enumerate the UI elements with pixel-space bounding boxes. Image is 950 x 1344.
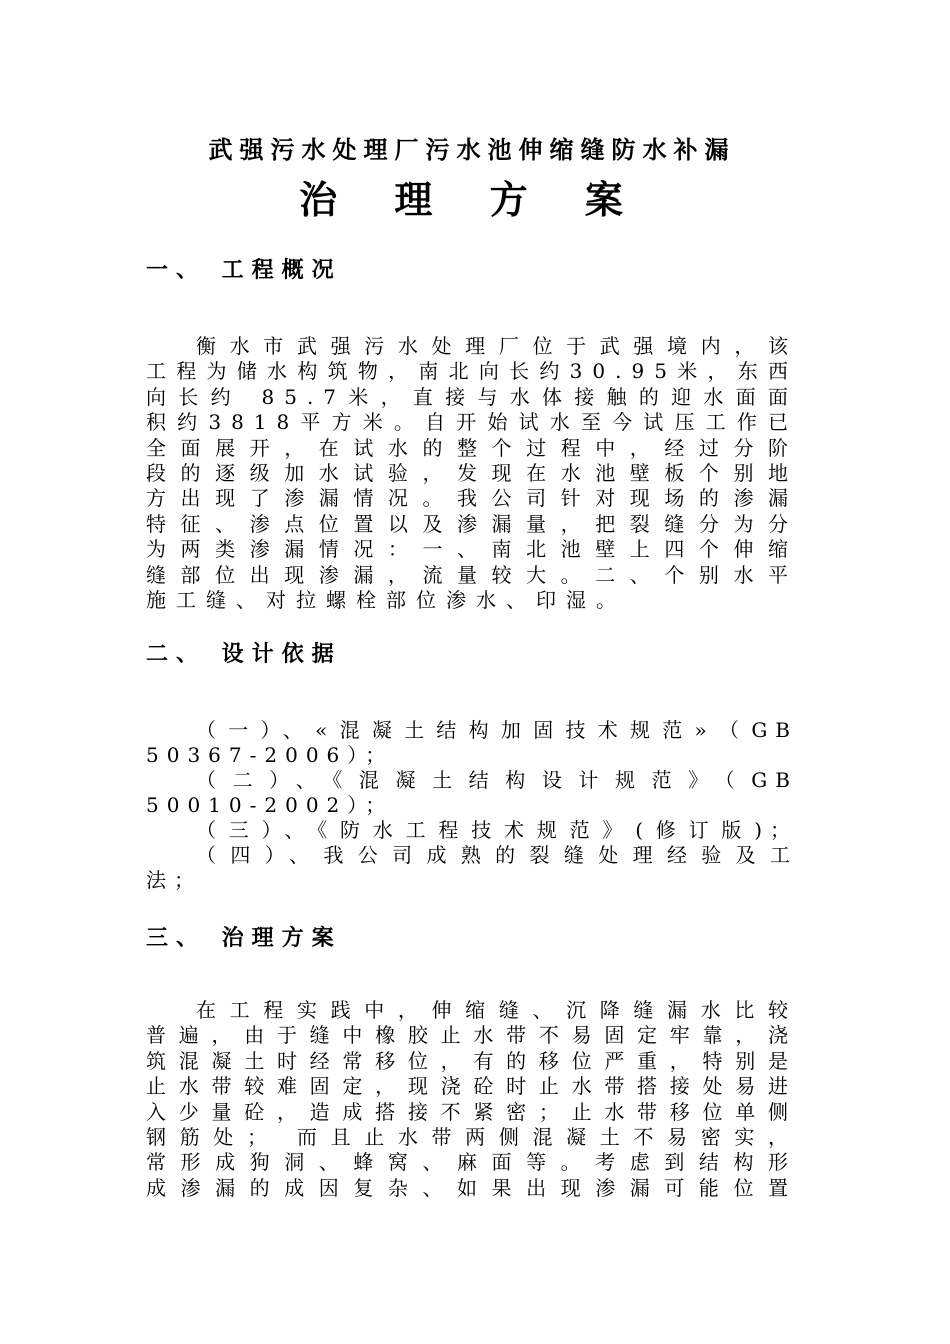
text-line: 在工程实践中，伸缩缝、沉降缝漏水比较 — [196, 998, 798, 1022]
document-subtitle: 治 理 方 案 — [299, 178, 645, 222]
text-line: 施工缝、对拉螺栓部位渗水、印湿。 — [146, 588, 626, 613]
text-line: 成渗漏的成因复杂、如果出现渗漏可能位置 — [146, 1175, 798, 1200]
text-line: 钢筋处； 而且止水带两侧混凝土不易密实， — [146, 1125, 798, 1150]
section-heading-overview: 一、 工程概况 — [146, 258, 342, 283]
section-body-overview — [146, 334, 798, 613]
text-line: 段的逐级加水试验，发现在水池壁板个别地 — [146, 461, 798, 486]
text-line: 入少量砼，造成搭接不紧密；止水带移位单侧 — [146, 1099, 798, 1124]
text-line: 方出现了渗漏情况。我公司针对现场的渗漏 — [146, 486, 798, 511]
text-line: 为两类渗漏情况：一、南北池壁上四个伸缩 — [146, 537, 798, 562]
reference-line: （一）、«混凝土结构加固技术规范»（GB — [196, 718, 798, 742]
text-line: 止水带较难固定，现浇砼时止水带搭接处易进 — [146, 1074, 798, 1099]
section-body-plan — [146, 998, 798, 1201]
reference-line: 50367-2006）； — [146, 743, 394, 767]
section-body-basis — [146, 718, 798, 893]
reference-line: 法； — [146, 868, 202, 892]
reference-line: 50010-2002）； — [146, 793, 394, 817]
text-line: 衡水市武强污水处理厂位于武强境内，该 — [196, 334, 798, 358]
section-heading-plan: 三、 治理方案 — [146, 926, 342, 951]
text-line: 积约3818平方米。自开始试水至今试压工作已 — [146, 410, 798, 435]
reference-line: （三）、《防水工程技术规范》(修订版)； — [196, 818, 798, 842]
text-line: 普遍，由于缝中橡胶止水带不易固定牢靠，浇 — [146, 1023, 798, 1048]
text-line: 特征、渗点位置以及渗漏量，把裂缝分为分 — [146, 511, 798, 536]
text-line: 向长约 85.7米，直接与水体接触的迎水面面 — [146, 384, 798, 409]
text-line: 常形成狗洞、蜂窝、麻面等。考虑到结构形 — [146, 1150, 798, 1175]
reference-line: （二）、《混凝土结构设计规范》（GB — [196, 768, 798, 792]
section-heading-basis: 二、 设计依据 — [146, 642, 342, 667]
document-title: 武强污水处理厂污水池伸缩缝防水补漏 — [208, 136, 736, 164]
text-line: 筑混凝土时经常移位，有的移位严重，特别是 — [146, 1048, 798, 1073]
text-line: 全面展开，在试水的整个过程中，经过分阶 — [146, 435, 798, 460]
text-line: 缝部位出现渗漏，流量较大。二、个别水平 — [146, 562, 798, 587]
reference-line: （四）、我公司成熟的裂缝处理经验及工 — [196, 843, 798, 867]
text-line: 工程为储水构筑物，南北向长约30.95米，东西 — [146, 359, 798, 384]
